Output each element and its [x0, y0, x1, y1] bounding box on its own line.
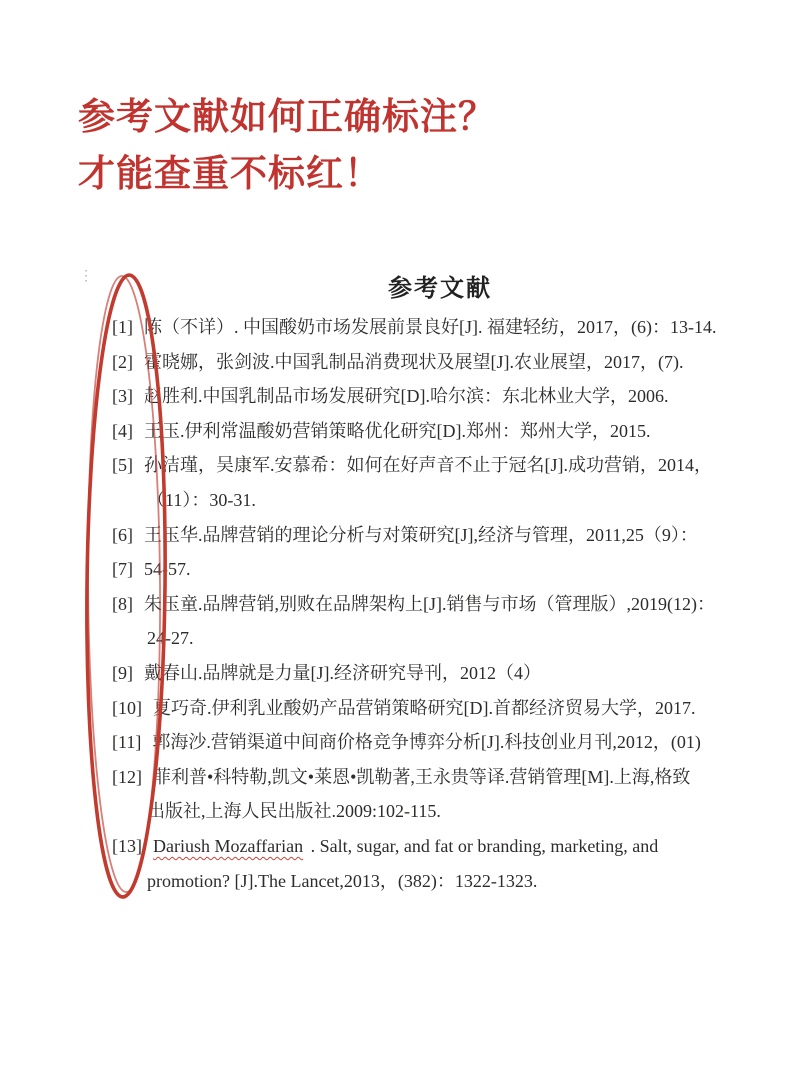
reference-item	[112, 829, 770, 898]
reference-line	[112, 864, 770, 899]
reference-number: [11]	[112, 732, 142, 753]
reference-line	[112, 829, 770, 864]
reference-text: promotion? [J].The Lancet,2013，(382)：1322-1323.	[147, 870, 538, 891]
reference-number: [3]	[112, 386, 133, 407]
reference-item	[112, 552, 770, 587]
reference-number: [8]	[112, 593, 133, 614]
reference-text: 菲利普•科特勒,凯文•莱恩•凯勒著,王永贵等译.营销管理[M].上海,格致	[153, 766, 691, 787]
reference-text: 王玉华.品牌营销的理论分析与对策研究[J],经济与管理，2011,25（9）：	[144, 524, 698, 545]
reference-number: [9]	[112, 662, 133, 683]
reference-line	[112, 760, 770, 795]
reference-number: [10]	[112, 697, 142, 718]
reference-line	[112, 691, 770, 726]
poster-title	[78, 88, 496, 202]
reference-item	[112, 414, 770, 449]
reference-text: 出版社,上海人民出版社.2009:102-115.	[147, 801, 441, 822]
reference-number: [12]	[112, 766, 142, 787]
reference-line	[112, 483, 770, 518]
reference-line	[112, 552, 770, 587]
reference-text: 54-57.	[144, 559, 191, 580]
reference-line	[112, 414, 770, 449]
reference-item	[112, 691, 770, 726]
reference-item	[112, 760, 770, 829]
reference-line	[112, 587, 770, 622]
reference-line	[112, 448, 770, 483]
references-heading: 参考文献	[388, 276, 492, 302]
reference-text: 夏巧奇.伊利乳业酸奶产品营销策略研究[D].首都经济贸易大学，2017.	[153, 697, 696, 718]
reference-number: [1]	[112, 317, 133, 337]
spellcheck-underlined-text: Dariush Mozaffarian	[153, 835, 304, 856]
reference-text: 朱玉童.品牌营销,别败在品牌架构上[J].销售与市场（管理版）,2019(12)：	[144, 593, 715, 614]
reference-text: 霍晓娜，张剑波.中国乳制品消费现状及展望[J].农业展望，2017，(7).	[144, 351, 684, 372]
reference-text: 24-27.	[147, 628, 194, 649]
reference-text: 赵胜利.中国乳制品市场发展研究[D].哈尔滨：东北林业大学，2006.	[144, 386, 669, 407]
reference-item	[112, 345, 770, 380]
reference-item	[112, 310, 770, 345]
reference-item	[112, 379, 770, 414]
reference-line	[112, 656, 770, 691]
reference-number: [2]	[112, 351, 133, 372]
reference-line	[112, 621, 770, 656]
reference-item	[112, 725, 770, 760]
reference-text: （11）：30-31.	[147, 489, 256, 510]
reference-item	[112, 448, 770, 517]
reference-line	[112, 345, 770, 380]
reference-item	[112, 518, 770, 553]
reference-item	[112, 656, 770, 691]
reference-number: [5]	[112, 455, 133, 476]
reference-line	[112, 379, 770, 414]
reference-text: 郭海沙.营销渠道中间商价格竞争博弈分析[J].科技创业月刊,2012，(01)	[152, 732, 701, 753]
reference-number: [4]	[112, 420, 133, 441]
poster-title-line1: 参考文献如何正确标注？	[78, 96, 496, 137]
reference-line	[112, 725, 770, 760]
reference-text: 戴春山.品牌就是力量[J].经济研究导刊，2012（4）	[144, 662, 541, 683]
reference-number: [6]	[112, 524, 133, 545]
margin-artifact: ⋮	[79, 269, 93, 284]
reference-text: 陈（不详）. 中国酸奶市场发展前景良好[J]. 福建轻纺，2017，(6)：13-14.	[144, 317, 717, 337]
reference-item	[112, 587, 770, 656]
reference-text: 孙洁瑾，吴康军.安慕希：如何在好声音不止于冠名[J].成功营销，2014，	[144, 455, 712, 476]
reference-number: [13]	[112, 835, 142, 856]
reference-list	[112, 310, 770, 898]
reference-text: 王玉.伊利常温酸奶营销策略优化研究[D].郑州：郑州大学，2015.	[144, 420, 651, 441]
reference-line	[112, 794, 770, 829]
reference-number: [7]	[112, 559, 133, 580]
reference-text: . Salt, sugar, and fat or branding, marketing, and	[306, 835, 659, 856]
reference-line	[112, 518, 770, 553]
poster-title-line2: 才能查重不标红！	[78, 153, 382, 194]
reference-line	[112, 310, 770, 345]
